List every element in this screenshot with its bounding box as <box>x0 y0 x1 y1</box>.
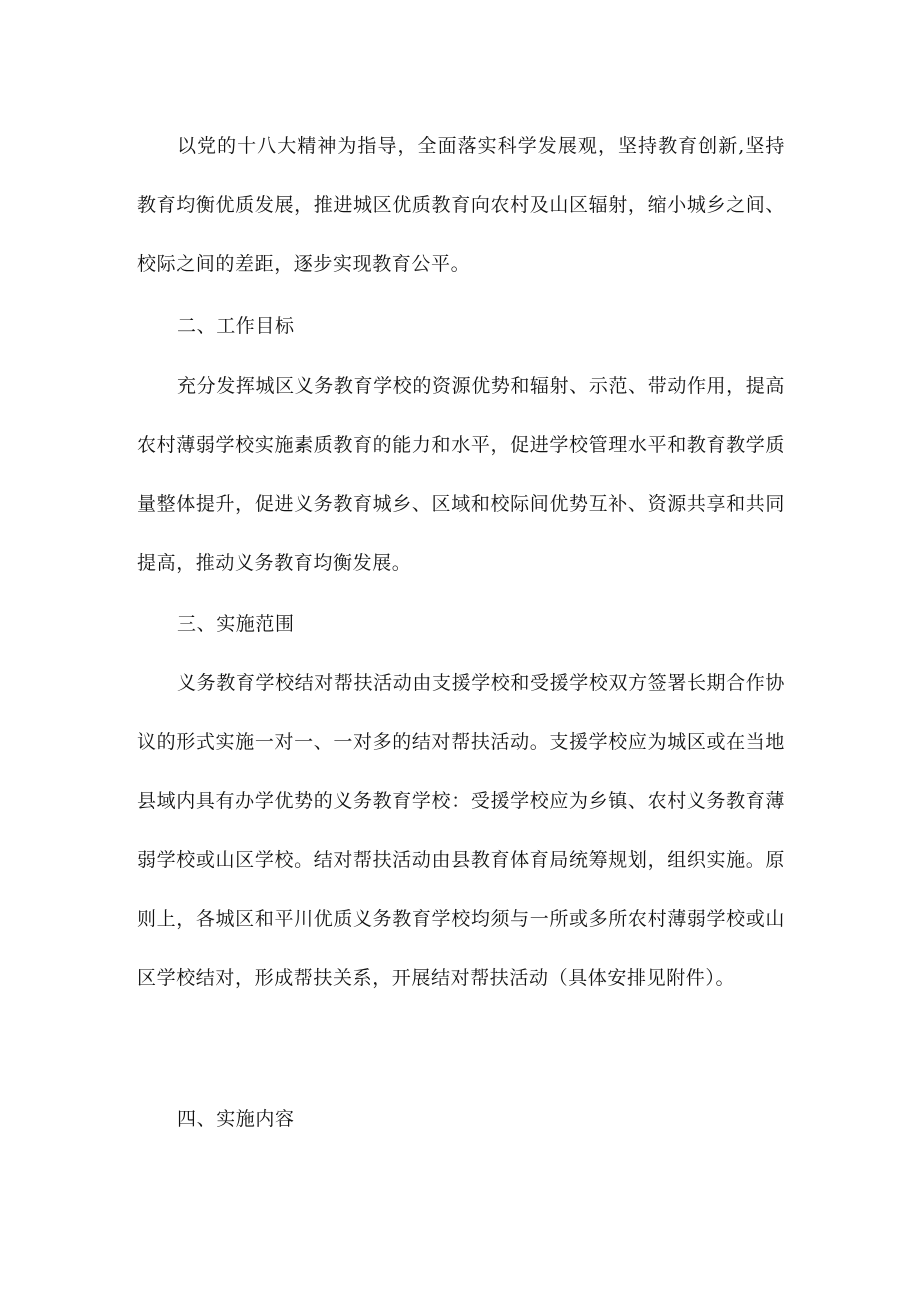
section-heading-implementation-scope: 三、实施范围 <box>177 613 295 635</box>
guiding-principle-paragraph: 以党的十八大精神为指导，全面落实科学发展观，坚持教育创新,坚持教育均衡优质发展，推进城区优质教育向农村及山区辐射，缩小城乡之间、校际之间的差距，逐步实现教育公平。 <box>137 135 785 275</box>
section-heading-implementation-content: 四、实施内容 <box>177 1108 295 1130</box>
implementation-scope-paragraph: 义务教育学校结对帮扶活动由支援学校和受援学校双方签署长期合作协议的形式实施一对一、一对多的结对帮扶活动。支援学校应为城区或在当地县域内具有办学优势的义务教育学校：受援学校应为乡镇、农村义务教育薄弱学校或山区学校。结对帮扶活动由县教育体育局统筹规划，组织实施。原则上，各城区和平川优质义务教育学校均须与一所或多所农村薄弱学校或山区学校结对，形成帮扶关系，开展结对帮扶活动（具体安排见附件）。 <box>137 672 785 989</box>
work-goals-paragraph: 充分发挥城区义务教育学校的资源优势和辐射、示范、带动作用，提高农村薄弱学校实施素质教育的能力和水平，促进学校管理水平和教育教学质量整体提升，促进义务教育城乡、区域和校际间优势互补、资源共享和共同提高，推动义务教育均衡发展。 <box>137 375 785 574</box>
section-heading-work-goals: 二、工作目标 <box>177 315 295 337</box>
